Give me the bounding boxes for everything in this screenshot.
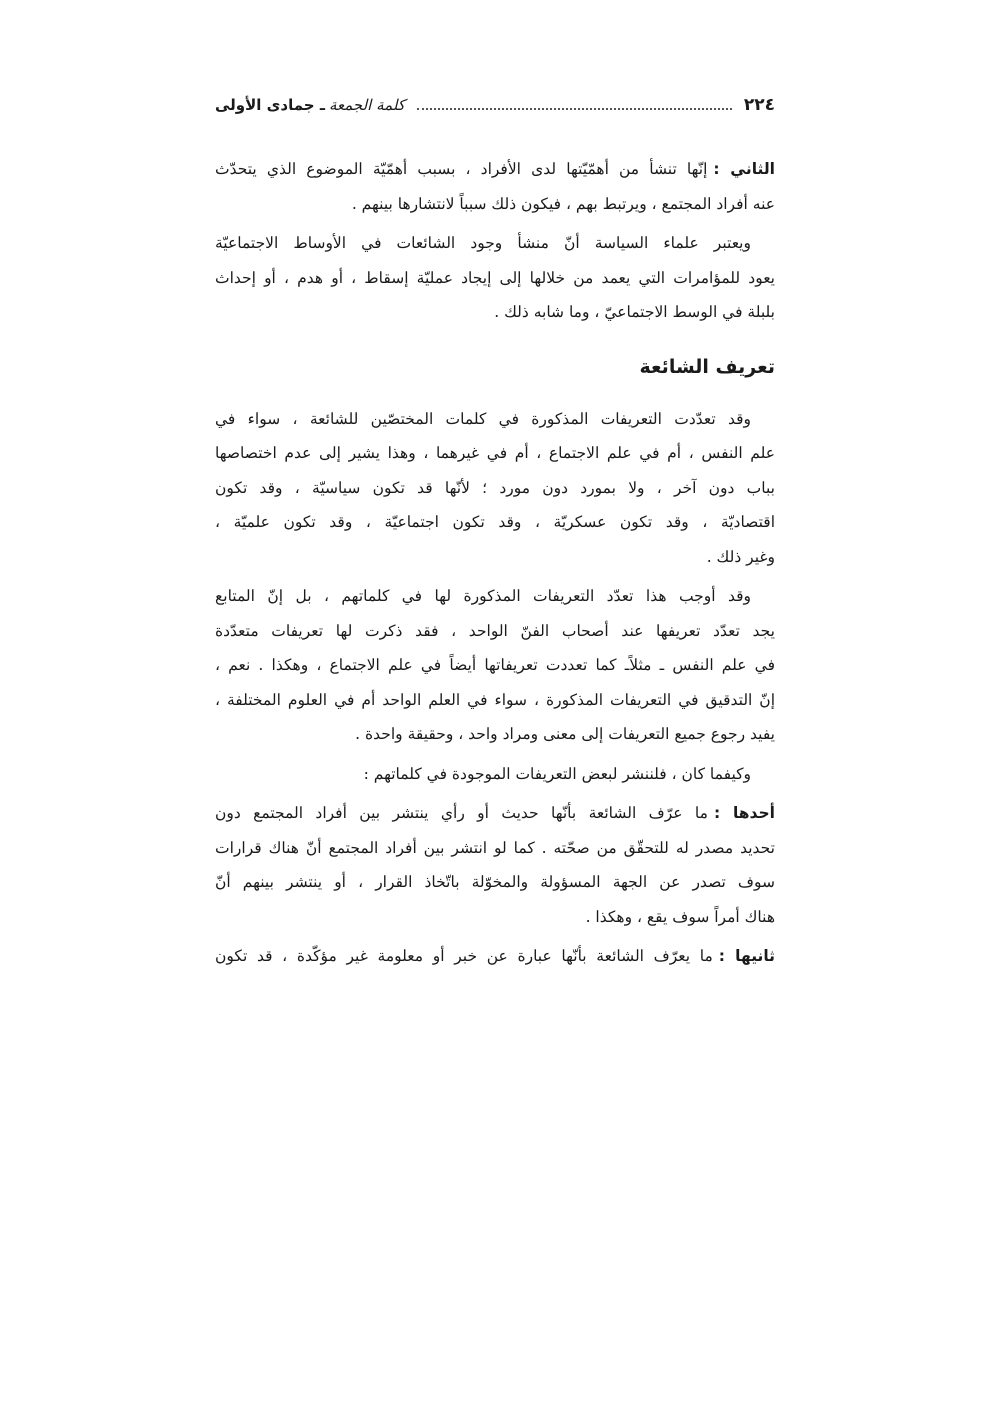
- line-text: هناك أمراً سوف يقع ، وهكذا .: [585, 907, 775, 926]
- text-line: [215, 939, 775, 974]
- text-line: [215, 614, 775, 649]
- line-text: وقد تعدّدت التعريفات المذكورة في كلمات المختصّين للشائعة ، سواء في: [215, 409, 751, 428]
- paragraph-label: ثانيها :: [718, 947, 775, 965]
- line-text: ما عرّف الشائعة بأنّها حديث أو رأي ينتشر بين أفراد المجتمع دون: [215, 804, 708, 822]
- paragraph: [215, 796, 775, 934]
- text-line: [215, 796, 775, 831]
- line-text: بلبلة في الوسط الاجتماعيّ ، وما شابه ذلك .: [494, 303, 775, 321]
- page-number: ٢٢٤: [743, 95, 775, 115]
- line-text: يعود للمؤامرات التي يعمد من خلالها إلى إيجاد عمليّة إسقاط ، أو هدم ، أو إحداث: [215, 268, 775, 287]
- text-line: [215, 648, 775, 683]
- paragraph-label: الثاني :: [713, 160, 775, 178]
- line-text: سوف تصدر عن الجهة المسؤولة والمخوّلة باتّخاذ القرار ، أو ينتشر بينهم أنّ: [215, 873, 775, 891]
- paragraph: [215, 402, 775, 575]
- line-text: اقتصاديّة ، وقد تكون عسكريّة ، وقد تكون اجتماعيّة ، وقد تكون علميّة ،: [215, 513, 775, 531]
- line-text: ما يعرّف الشائعة بأنّها عبارة عن خبر أو معلومة غير مؤكّدة ، قد تكون: [215, 947, 713, 965]
- text-line: [215, 295, 775, 330]
- text-line: [215, 540, 775, 575]
- text-line: [215, 900, 775, 935]
- text-line: [215, 865, 775, 900]
- line-text: عنه أفراد المجتمع ، ويرتبط بهم ، فيكون ذلك سبباً لانتشارها بينهم .: [351, 194, 775, 213]
- text-line: [215, 717, 775, 752]
- text-line: [215, 579, 775, 614]
- line-text: يفيد رجوع جميع التعريفات إلى معنى ومراد واحد ، وحقيقة واحدة .: [355, 725, 775, 743]
- paragraph-label: أحدها :: [713, 804, 775, 822]
- text-line: [215, 471, 775, 506]
- line-text: علم النفس ، أم في علم الاجتماع ، أم في غيرهما ، وهذا يشير إلى عدم اختصاصها: [215, 444, 775, 462]
- line-text: في علم النفس ـ مثلاًـ كما تعددت تعريفاتها أيضاً في علم الاجتماع ، وهكذا . نعم ،: [215, 656, 775, 674]
- text-line: [215, 187, 775, 222]
- text-line: [215, 261, 775, 296]
- text-line: [215, 683, 775, 718]
- text-line: [215, 505, 775, 540]
- section-heading: تعريف الشائعة: [639, 355, 775, 378]
- paragraph: [215, 226, 775, 330]
- paragraph: [215, 579, 775, 752]
- dotted-leader: [417, 108, 732, 110]
- line-text: يجد تعدّد تعريفها عند أصحاب الفنّ الواحد ، فقد ذكرت لها تعريفات متعدّدة: [215, 621, 775, 640]
- text-line: [215, 757, 775, 792]
- text-line: [215, 402, 775, 437]
- paragraph: [215, 939, 775, 974]
- magazine-logo: كلمة الجمعة: [328, 96, 405, 114]
- running-header: [215, 88, 775, 122]
- line-text: وكيفما كان ، فلننشر لبعض التعريفات الموجودة في كلماتهم :: [363, 764, 751, 783]
- text-line: [215, 831, 775, 866]
- text-line: [215, 152, 775, 187]
- paragraph: [215, 757, 775, 792]
- text-line: [215, 226, 775, 261]
- line-text: بباب دون آخر ، ولا بمورد دون مورد ؛ لأنّها قد تكون سياسيّة ، وقد تكون: [215, 478, 775, 497]
- document-page: [215, 88, 775, 979]
- line-text: ويعتبر علماء السياسة أنّ منشأ وجود الشائعات في الأوساط الاجتماعيّة: [215, 234, 751, 252]
- paragraph: [215, 152, 775, 221]
- body-text: [215, 152, 775, 974]
- text-line: [215, 436, 775, 471]
- line-text: وغير ذلك .: [706, 547, 775, 566]
- line-text: إنّها تنشأ من أهمّيّتها لدى الأفراد ، بسبب أهمّيّة الموضوع الذي يتحدّث: [215, 160, 708, 178]
- line-text: إنّ التدقيق في التعريفات المذكورة ، سواء في العلم الواحد أم في العلوم المختلفة ،: [215, 690, 775, 709]
- line-text: وقد أوجب هذا تعدّد التعريفات المذكورة لها في كلماتهم ، بل إنّ المتابع: [215, 587, 751, 605]
- issue-section: ـ جمادى الأولى: [215, 96, 325, 114]
- line-text: تحديد مصدر له للتحقّق من صحّته . كما لو انتشر بين أفراد المجتمع أنّ هناك قرارات: [215, 838, 775, 857]
